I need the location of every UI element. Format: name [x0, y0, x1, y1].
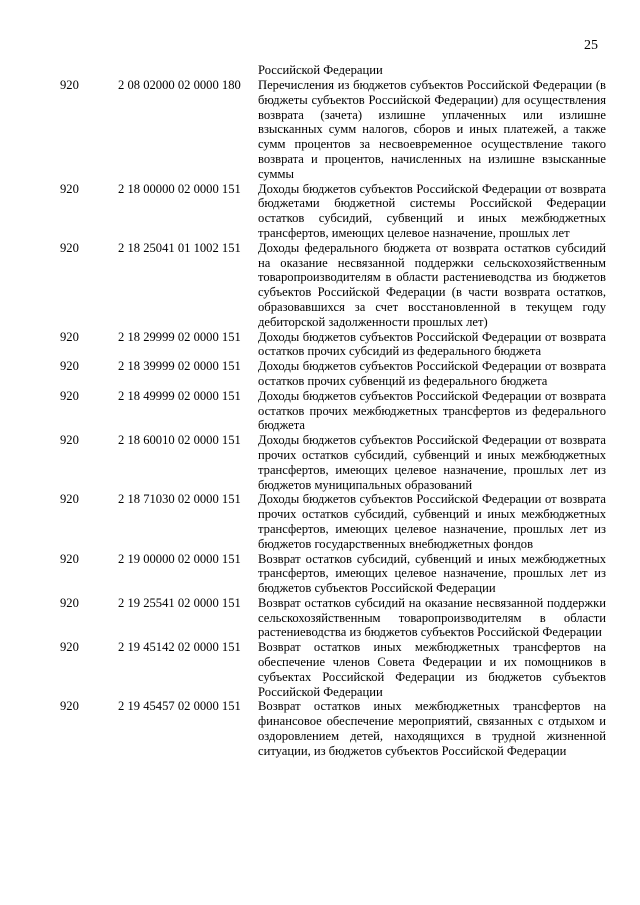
table-row: [0, 330, 640, 360]
admin-code: 920: [60, 388, 79, 403]
table-row: [0, 492, 640, 551]
budget-classification-code: 2 19 00000 02 0000 151: [118, 551, 241, 566]
page-number: 25: [584, 38, 598, 53]
income-description: Доходы бюджетов субъектов Российской Федерации от возврата прочих остатков субсидий, субвенций и иных межбюджетных трансфертов, имеющих целевое назначение, прошлых лет из бюджетов государственных внебюджетных фондов: [258, 492, 606, 551]
admin-code: 920: [60, 551, 79, 566]
admin-code: 920: [60, 78, 79, 92]
budget-classification-code: 2 18 71030 02 0000 151: [118, 492, 241, 507]
budget-classification-code: 2 19 45142 02 0000 151: [118, 640, 241, 655]
income-description: Доходы федерального бюджета от возврата остатков субсидий на оказание несвязанной поддержки сельскохозяйственным товаропроизводителям в области растениеводства из бюджетов субъектов Российской Федерации (в части возврата остатков, образовавшихся за счет восстановленной в текущем году дебиторской задолженности прошлых лет): [258, 240, 606, 329]
admin-code: 920: [60, 359, 79, 374]
budget-classification-code: 2 19 25541 02 0000 151: [118, 595, 241, 610]
budget-classification-code: 2 18 39999 02 0000 151: [118, 359, 241, 374]
table-row: [0, 241, 640, 330]
income-description: Возврат остатков субсидий, субвенций и иных межбюджетных трансфертов, имеющих целевое назначение, прошлых лет из бюджетов субъектов Российской Федерации: [258, 551, 606, 596]
income-description: Перечисления из бюджетов субъектов Российской Федерации (в бюджеты субъектов Российской Федерации) для осуществления возврата (зачета) излишне уплаченных или излишне взысканных сумм налогов, сборов и иных платежей, а также сумм процентов за несвоевременное осуществление такого возврата и процентов, начисленных на излишне взысканные суммы: [258, 78, 606, 181]
income-description: Доходы бюджетов субъектов Российской Федерации от возврата бюджетами бюджетной системы Российской Федерации остатков субсидий, субвенций и иных межбюджетных трансфертов, имеющих целевое назначение, прошлых лет: [258, 181, 606, 240]
admin-code: 920: [60, 492, 79, 507]
table-row: [0, 359, 640, 389]
table-row: [0, 433, 640, 492]
budget-classification-code: 2 18 25041 01 1002 151: [118, 240, 241, 255]
table-row: [0, 389, 640, 433]
admin-code: 920: [60, 329, 79, 344]
admin-code: 920: [60, 240, 79, 255]
income-description: Возврат остатков субсидий на оказание несвязанной поддержки сельскохозяйственным товаропроизводителям в области растениеводства из бюджетов субъектов Российской Федерации: [258, 595, 606, 640]
admin-code: 920: [60, 433, 79, 448]
table-row: [0, 182, 640, 241]
table-row: [0, 699, 640, 758]
budget-classification-code: 2 18 29999 02 0000 151: [118, 329, 241, 344]
table-row: [0, 78, 640, 182]
admin-code: 920: [60, 595, 79, 610]
budget-classification-code: 2 18 49999 02 0000 151: [118, 388, 241, 403]
income-description: Доходы бюджетов субъектов Российской Федерации от возврата остатков прочих межбюджетных трансфертов из федерального бюджета: [258, 388, 606, 433]
income-description: Возврат остатков иных межбюджетных трансфертов на финансовое обеспечение мероприятий, связанных с отдыхом и оздоровлением детей, находящихся в трудной жизненной ситуации, из бюджетов субъектов Российской Федерации: [258, 699, 606, 758]
income-description: Доходы бюджетов субъектов Российской Федерации от возврата остатков прочих субвенций из федерального бюджета: [258, 359, 606, 388]
income-description: Доходы бюджетов субъектов Российской Федерации от возврата остатков прочих субсидий из федерального бюджета: [258, 329, 606, 359]
budget-classification-code: 2 08 02000 02 0000 180: [118, 78, 241, 92]
income-description: Возврат остатков иных межбюджетных трансфертов на обеспечение членов Совета Федерации и их помощников в субъектах Российской Федерации из бюджетов субъектов Российской Федерации: [258, 640, 606, 699]
budget-classification-code: 2 18 00000 02 0000 151: [118, 181, 241, 196]
admin-code: 920: [60, 640, 79, 655]
table-row: [0, 640, 640, 699]
income-description: Доходы бюджетов субъектов Российской Федерации от возврата прочих остатков субсидий, субвенций и иных межбюджетных трансфертов, имеющих целевое назначение, прошлых лет из бюджетов муниципальных образований: [258, 433, 606, 492]
budget-code-table: [0, 78, 640, 759]
budget-classification-code: 2 19 45457 02 0000 151: [118, 699, 241, 714]
budget-classification-code: 2 18 60010 02 0000 151: [118, 433, 241, 448]
admin-code: 920: [60, 699, 79, 714]
admin-code: 920: [60, 181, 79, 196]
table-row: [0, 552, 640, 596]
continuation-text: Российской Федерации: [258, 63, 383, 77]
table-row: [0, 596, 640, 640]
